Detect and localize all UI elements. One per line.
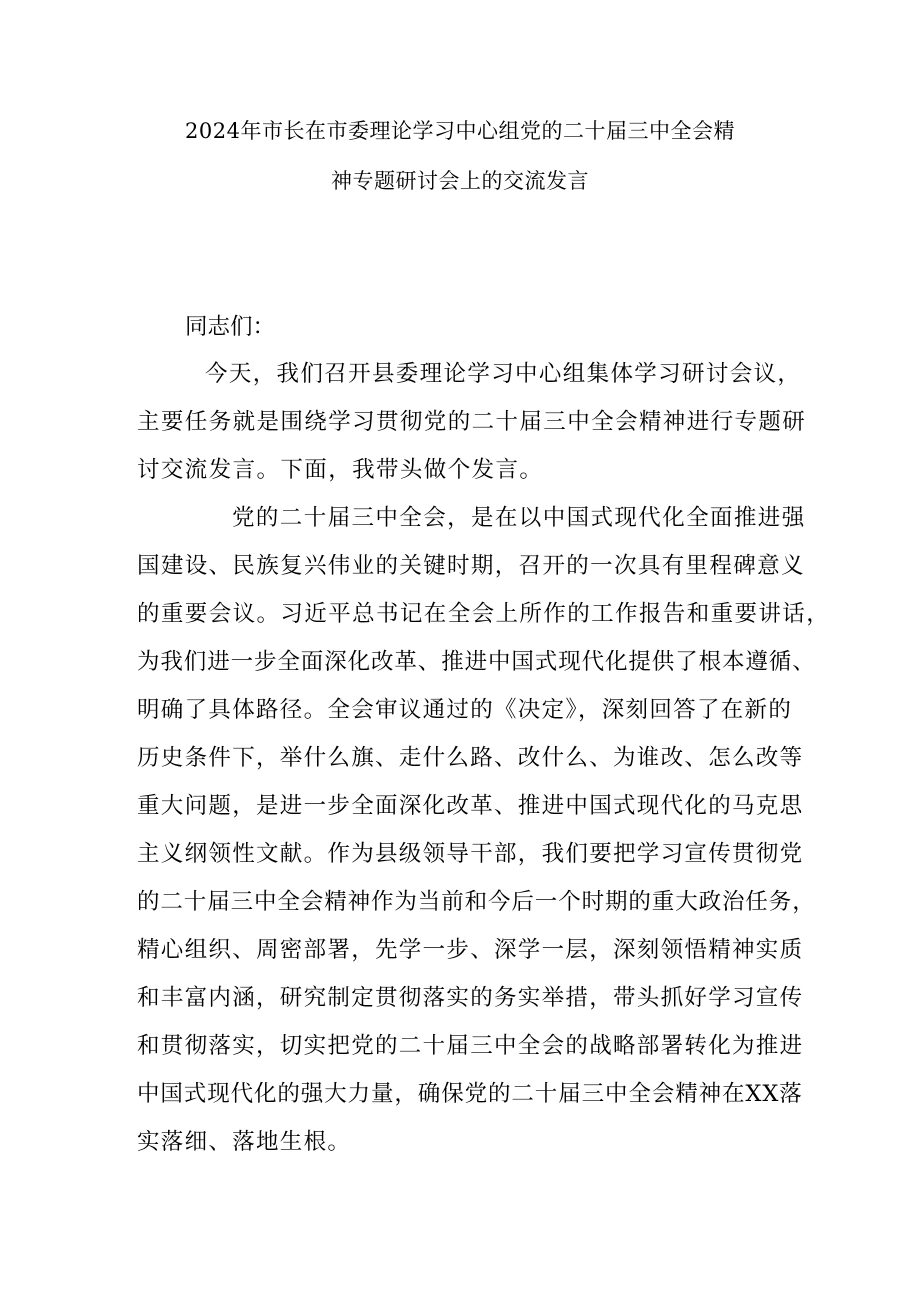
body-line: 为我们进一步全面深化改革、推进中国式现代化提供了根本遵循、 bbox=[137, 649, 816, 675]
body-line: 重大问题，是进一步全面深化改革、推进中国式现代化的马克思 bbox=[137, 793, 804, 819]
body-line: 中国式现代化的强大力量，确保党的二十届三中全会精神在XX落 bbox=[137, 1081, 803, 1107]
body-line: 讨交流发言。下面，我带头做个发言。 bbox=[137, 457, 544, 483]
body-line: 和丰富内涵，研究制定贯彻落实的务实举措，带头抓好学习宣传 bbox=[137, 985, 804, 1011]
body-line: 和贯彻落实，切实把党的二十届三中全会的战略部署转化为推进 bbox=[137, 1033, 804, 1059]
body-line: 的二十届三中全会精神作为当前和今后一个时期的重大政治任务， bbox=[137, 889, 816, 915]
body-line: 历史条件下，举什么旗、走什么路、改什么、为谁改、怎么改等 bbox=[137, 745, 804, 771]
body-line: 主要任务就是围绕学习贯彻党的二十届三中全会精神进行专题研 bbox=[137, 409, 807, 435]
body-line: 精心组织、周密部署，先学一步、深学一层，深刻领悟精神实质 bbox=[137, 937, 804, 963]
salutation: 同志们： bbox=[185, 314, 276, 340]
body-line: 实落细、落地生根。 bbox=[137, 1129, 352, 1155]
body-line: 明确了具体路径。全会审议通过的《决定》，深刻回答了在新的 bbox=[137, 697, 793, 723]
body-line: 主义纲领性文献。作为县级领导干部，我们要把学习宣传贯彻党 bbox=[137, 841, 804, 867]
body-line: 的重要会议。习近平总书记在全会上所作的工作报告和重要讲话， bbox=[137, 601, 831, 627]
document-title-line-2: 神专题研讨会上的交流发言 bbox=[331, 169, 589, 193]
body-line: 党的二十届三中全会，是在以中国式现代化全面推进强 bbox=[232, 505, 806, 531]
document-title-line-1: 2024年市长在市委理论学习中心组党的二十届三中全会精 bbox=[185, 119, 735, 143]
body-line: 今天，我们召开县委理论学习中心组集体学习研讨会议， bbox=[205, 361, 802, 387]
body-line: 国建设、民族复兴伟业的关键时期，召开的一次具有里程碑意义 bbox=[137, 553, 805, 579]
